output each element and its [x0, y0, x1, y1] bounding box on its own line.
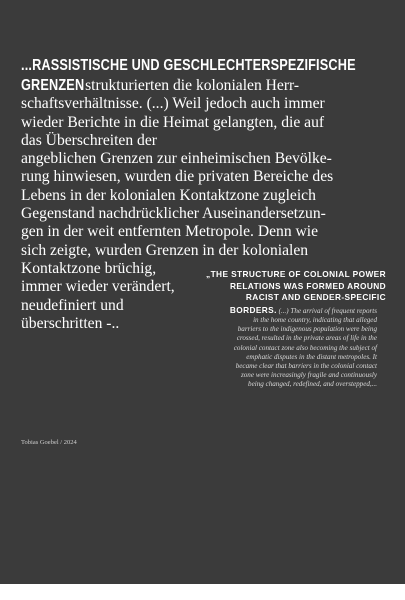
german-line: Lebens in der kolonialen Kontaktzone zugleich — [21, 186, 316, 204]
english-heading-line: „THE STRUCTURE OF COLONIAL POWER — [206, 269, 386, 279]
german-line: rung hinwiesen, wurden die privaten Bereiche des — [21, 168, 334, 186]
german-line: Gegenstand nachdrücklicher Auseinandersetzun- — [21, 205, 326, 223]
english-line: zone were increasingly fragile and continuously — [240, 371, 377, 380]
german-line: strukturierten die kolonialen Herr- — [85, 77, 300, 94]
english-line: became clear that barriers in the colonial contact — [235, 361, 377, 370]
english-heading-line: RELATIONS WAS FORMED AROUND — [230, 280, 386, 291]
english-lead-word: BORDERS. — [229, 305, 277, 315]
german-lead-word: GRENZEN — [21, 77, 85, 94]
german-line: angeblichen Grenzen zur einheimischen Bevölke- — [21, 150, 332, 168]
english-line: colonial contact zone also becoming the subject of — [233, 343, 377, 352]
german-line: immer wieder verändert, — [21, 278, 175, 296]
german-line: sich zeigte, wurden Grenzen in der kolonialen — [21, 241, 309, 259]
english-first-line — [186, 306, 377, 316]
german-line: gen in der weit entfernten Metropole. Denn wie — [21, 223, 319, 241]
english-heading — [186, 269, 386, 304]
german-line: Kontaktzone brüchig, — [21, 259, 157, 277]
author-credit: Tobias Goebel / 2024 — [21, 439, 77, 446]
german-line: neudefiniert und — [21, 296, 124, 314]
german-line: wieder Berichte in die Heimat gelangten, die auf — [21, 113, 325, 131]
english-line: barriers to the indigenous population were being — [237, 325, 377, 334]
german-first-line — [21, 77, 387, 95]
english-line: crossed, resulted in the private areas of life in the — [236, 334, 377, 343]
german-line: überschritten -.. — [21, 314, 120, 332]
english-text-block — [186, 306, 377, 389]
german-line: schaftsverhältnisse. (...) Weil jedoch auch immer — [21, 95, 325, 113]
english-line: (...) The arrival of frequent reports — [278, 307, 377, 315]
english-line: being changed, redefined, and overstepped,... — [248, 380, 377, 389]
german-heading: ...RASSISTISCHE UND GESCHLECHTERSPEZIFISCHE — [21, 57, 356, 74]
english-line: in the home country, indicating that alleged — [253, 316, 377, 325]
german-line: das Überschreiten der — [21, 131, 157, 149]
english-heading-line: RACIST AND GENDER-SPECIFIC — [245, 292, 386, 303]
english-line: emphatic disputes in the distant metropoles. It — [246, 352, 377, 361]
